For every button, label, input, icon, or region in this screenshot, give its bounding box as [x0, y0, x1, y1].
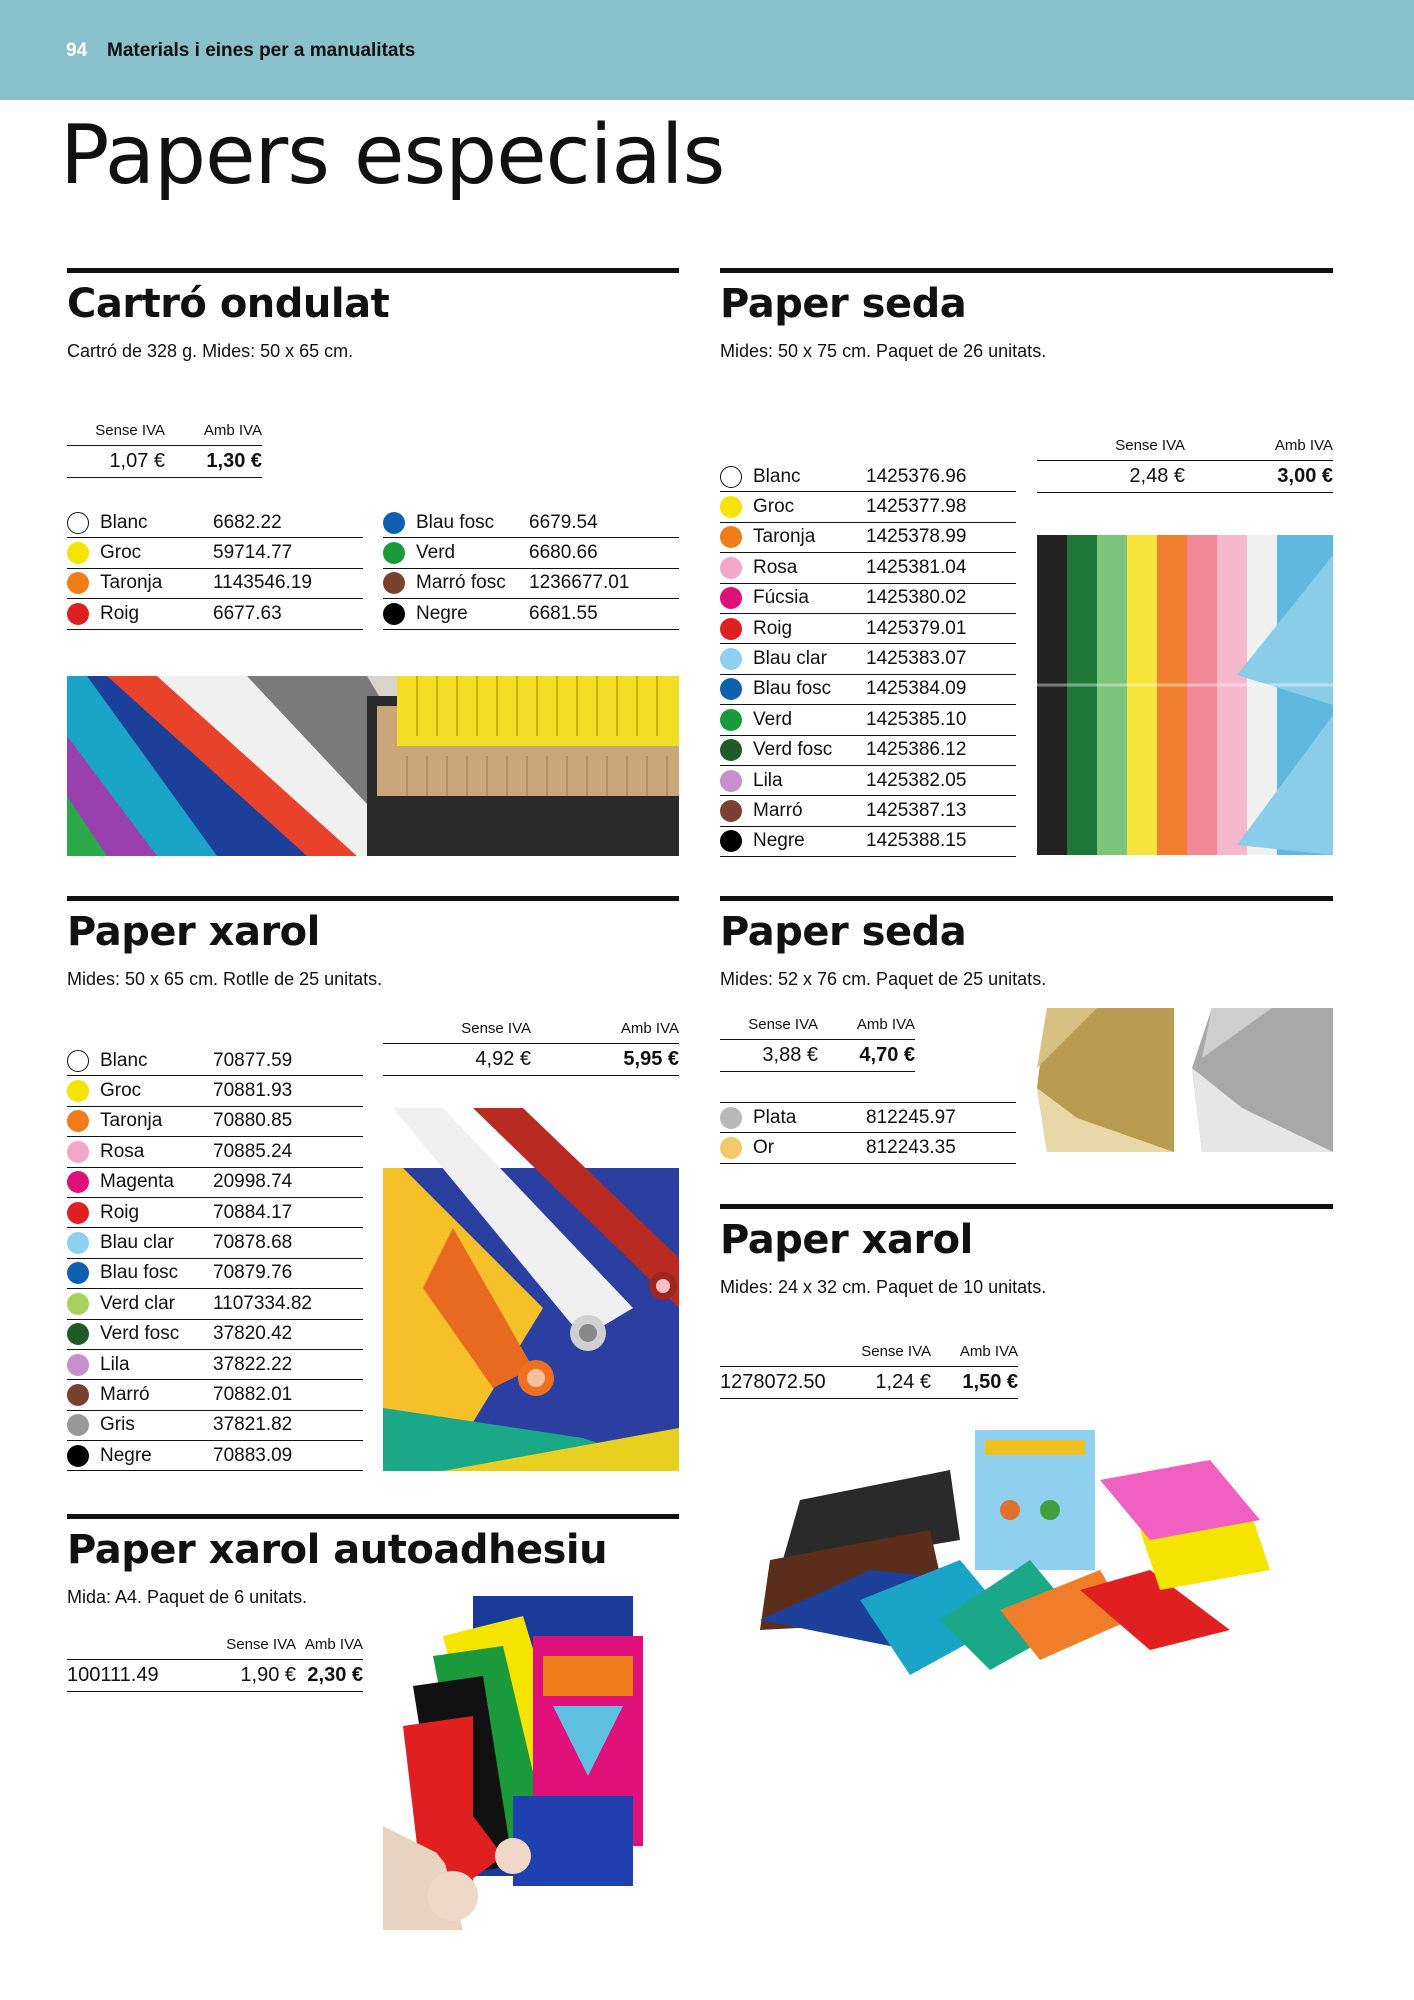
color-row [720, 462, 1016, 492]
color-name: Rosa [100, 1140, 145, 1162]
product-photo-corrugated-cardboard [67, 676, 679, 856]
color-swatch [67, 1110, 89, 1132]
price-label-with-vat: Amb IVA [620, 1020, 679, 1037]
color-row [720, 766, 1016, 796]
color-name: Marró [100, 1383, 150, 1405]
price-label-with-vat: Amb IVA [304, 1636, 363, 1653]
color-name: Magenta [100, 1171, 174, 1193]
color-row [720, 705, 1016, 735]
color-row [383, 599, 679, 629]
price-without-vat: 1,90 € [240, 1664, 296, 1686]
section-cartro-ondulat [67, 268, 679, 362]
color-row [383, 538, 679, 568]
product-code: 37822.22 [213, 1353, 293, 1375]
price-without-vat: 1,07 € [109, 450, 165, 472]
product-photo-tissue-paper [1037, 525, 1333, 855]
color-row [720, 584, 1016, 614]
color-row [67, 599, 363, 629]
page-title: Papers especials [60, 108, 725, 203]
product-code: 6681.55 [529, 602, 598, 624]
color-swatch [67, 1293, 89, 1315]
product-code: 6677.63 [213, 602, 282, 624]
product-code: 70882.01 [213, 1383, 293, 1405]
price-label-without-vat: Sense IVA [461, 1020, 531, 1037]
color-name: Blau clar [100, 1232, 174, 1254]
product-code: 1425380.02 [866, 587, 967, 609]
product-code: 37820.42 [213, 1323, 293, 1345]
price-label-without-vat: Sense IVA [861, 1343, 931, 1360]
color-row [67, 1441, 363, 1471]
price-label-without-vat: Sense IVA [1115, 437, 1185, 454]
color-name: Taronja [753, 526, 816, 548]
color-row [67, 1046, 363, 1076]
product-code: 70878.68 [213, 1232, 293, 1254]
product-code: 20998.74 [213, 1171, 293, 1193]
product-code: 1107334.82 [213, 1292, 312, 1314]
price-box [67, 1636, 363, 1692]
price-box [720, 1016, 915, 1072]
color-swatch [720, 709, 742, 731]
color-swatch [67, 1384, 89, 1406]
product-code: 1425385.10 [866, 708, 967, 730]
color-row [67, 1168, 363, 1198]
color-row [67, 1320, 363, 1350]
color-swatch [720, 678, 742, 700]
color-swatch [67, 1171, 89, 1193]
product-code: 70883.09 [213, 1444, 293, 1466]
color-row [720, 492, 1016, 522]
color-row [67, 569, 363, 599]
color-row [383, 508, 679, 538]
price-without-vat: 4,92 € [475, 1048, 531, 1070]
color-table [67, 508, 363, 630]
section-description: Mida: A4. Paquet de 6 unitats. [67, 1587, 308, 1607]
color-row [720, 675, 1016, 705]
color-swatch [67, 1141, 89, 1163]
product-code: 70884.17 [213, 1201, 293, 1223]
color-row [67, 1259, 363, 1289]
price-label-with-vat: Amb IVA [1274, 437, 1333, 454]
color-swatch [383, 572, 405, 594]
product-photo-glossy-paper-rolls [383, 1108, 679, 1471]
price-with-vat: 3,00 € [1277, 465, 1333, 487]
color-row [67, 1228, 363, 1258]
price-box [720, 1343, 1018, 1399]
color-name: Roig [100, 602, 140, 624]
color-name: Verd fosc [100, 1323, 180, 1345]
color-swatch [67, 542, 89, 564]
color-name: Lila [753, 769, 783, 791]
product-photo-gold-tissue [1037, 1008, 1174, 1152]
color-name: Roig [100, 1201, 140, 1223]
color-name: Plata [753, 1106, 797, 1128]
header-bar [0, 0, 1414, 100]
section-description: Mides: 50 x 75 cm. Paquet de 26 unitats. [720, 341, 1047, 361]
color-name: Blanc [100, 1049, 148, 1071]
section-title: Paper seda [720, 281, 967, 327]
product-photo-glossy-paper-pack [750, 1420, 1310, 1690]
product-code: 812243.35 [866, 1137, 956, 1159]
price-with-vat: 1,30 € [206, 450, 262, 472]
product-code: 70879.76 [213, 1262, 293, 1284]
color-swatch [383, 512, 405, 534]
product-code: 1425377.98 [866, 496, 967, 518]
color-swatch [67, 572, 89, 594]
price-without-vat: 1,24 € [875, 1371, 931, 1393]
color-row [720, 796, 1016, 826]
product-code: 1425376.96 [866, 465, 967, 487]
color-name: Blau fosc [100, 1262, 179, 1284]
color-name: Negre [416, 602, 468, 624]
product-code: 1425388.15 [866, 830, 967, 852]
color-row [720, 523, 1016, 553]
section-description: Mides: 52 x 76 cm. Paquet de 25 unitats. [720, 969, 1047, 989]
color-swatch [67, 1080, 89, 1102]
color-swatch [67, 1232, 89, 1254]
section-title: Paper xarol [67, 909, 320, 955]
color-swatch [67, 1354, 89, 1376]
color-name: Verd [416, 542, 456, 564]
color-swatch [720, 618, 742, 640]
color-swatch [67, 1050, 89, 1072]
color-swatch [720, 800, 742, 822]
color-name: Taronja [100, 572, 163, 594]
color-row [720, 553, 1016, 583]
section-paper-seda [720, 268, 1333, 362]
product-code: 1425387.13 [866, 799, 967, 821]
product-code: 6680.66 [529, 542, 598, 564]
color-name: Taronja [100, 1110, 163, 1132]
section-title: Paper xarol [720, 1217, 973, 1263]
color-swatch [720, 1137, 742, 1159]
section-paper-xarol-small [720, 1204, 1333, 1298]
color-row [67, 1198, 363, 1228]
product-code: 1425384.09 [866, 678, 967, 700]
price-box [383, 1020, 679, 1076]
color-table [720, 462, 1016, 857]
product-code: 1425386.12 [866, 739, 967, 761]
color-name: Or [753, 1137, 775, 1159]
section-description: Cartró de 328 g. Mides: 50 x 65 cm. [67, 341, 354, 361]
color-name: Blau fosc [416, 511, 495, 533]
color-swatch [67, 1414, 89, 1436]
product-code: 1425378.99 [866, 526, 967, 548]
color-name: Verd clar [100, 1292, 175, 1314]
product-code: 70877.59 [213, 1049, 293, 1071]
section-paper-seda-metallic [720, 896, 1333, 990]
product-code: 70885.24 [213, 1140, 293, 1162]
product-code: 6679.54 [529, 511, 598, 533]
section-title: Paper seda [720, 909, 967, 955]
color-name: Blanc [753, 465, 801, 487]
color-swatch [67, 1323, 89, 1345]
color-name: Negre [100, 1444, 152, 1466]
color-name: Roig [753, 617, 793, 639]
color-row [67, 508, 363, 538]
color-row [67, 538, 363, 568]
price-label-without-vat: Sense IVA [226, 1636, 296, 1653]
color-name: Gris [100, 1414, 135, 1436]
product-photo-self-adhesive-paper [383, 1596, 679, 1930]
color-row [720, 1103, 1016, 1133]
color-name: Verd [753, 708, 793, 730]
price-label-without-vat: Sense IVA [748, 1016, 818, 1033]
section-paper-xarol [67, 896, 679, 990]
color-row [720, 644, 1016, 674]
product-code: 1425383.07 [866, 648, 967, 670]
price-with-vat: 5,95 € [623, 1048, 679, 1070]
product-code: 812245.97 [866, 1106, 956, 1128]
price-without-vat: 3,88 € [762, 1044, 818, 1066]
section-paper-xarol-autoadhesiu [67, 1514, 679, 1608]
color-swatch [720, 557, 742, 579]
product-code: 1425381.04 [866, 556, 967, 578]
section-title: Paper xarol autoadhesiu [67, 1527, 608, 1573]
color-row [720, 1133, 1016, 1163]
color-swatch [720, 830, 742, 852]
color-row [720, 614, 1016, 644]
price-without-vat: 2,48 € [1129, 465, 1185, 487]
color-row [720, 827, 1016, 857]
color-name: Lila [100, 1353, 130, 1375]
section-title: Materials i eines per a manualitats [107, 40, 416, 61]
color-swatch [720, 739, 742, 761]
color-name: Blau clar [753, 648, 827, 670]
color-name: Negre [753, 830, 805, 852]
product-code: 59714.77 [213, 542, 293, 564]
color-swatch [67, 603, 89, 625]
product-code: 37821.82 [213, 1414, 293, 1436]
product-code: 1425379.01 [866, 617, 967, 639]
color-name: Groc [100, 542, 142, 564]
section-title: Cartró ondulat [67, 281, 390, 327]
color-row [67, 1380, 363, 1410]
price-box [1037, 437, 1333, 493]
color-swatch [383, 542, 405, 564]
color-swatch [67, 1445, 89, 1467]
color-swatch [67, 512, 89, 534]
price-label-with-vat: Amb IVA [959, 1343, 1018, 1360]
color-swatch [67, 1262, 89, 1284]
section-description: Mides: 50 x 65 cm. Rotlle de 25 unitats. [67, 969, 383, 989]
color-row [67, 1107, 363, 1137]
price-with-vat: 4,70 € [859, 1044, 915, 1066]
color-table [383, 508, 679, 630]
product-code: 70881.93 [213, 1080, 293, 1102]
color-swatch [720, 1107, 742, 1129]
color-row [67, 1137, 363, 1167]
color-table [67, 1046, 363, 1471]
color-swatch [67, 1202, 89, 1224]
color-name: Marró fosc [416, 572, 506, 594]
product-reference: 1278072.50 [720, 1371, 826, 1393]
color-name: Groc [100, 1080, 142, 1102]
color-row [67, 1289, 363, 1319]
color-swatch [720, 526, 742, 548]
color-swatch [383, 603, 405, 625]
color-table [720, 1102, 1016, 1164]
page-number: 94 [66, 40, 88, 61]
color-name: Fúcsia [753, 587, 809, 609]
color-swatch [720, 587, 742, 609]
color-row [383, 569, 679, 599]
color-swatch [720, 648, 742, 670]
color-row [67, 1076, 363, 1106]
color-swatch [720, 466, 742, 488]
product-code: 1236677.01 [529, 572, 630, 594]
product-code: 1143546.19 [213, 572, 312, 594]
product-code: 1425382.05 [866, 769, 967, 791]
section-description: Mides: 24 x 32 cm. Paquet de 10 unitats. [720, 1277, 1047, 1297]
product-code: 6682.22 [213, 511, 282, 533]
product-photo-silver-tissue [1192, 1008, 1333, 1152]
color-name: Rosa [753, 556, 798, 578]
color-swatch [720, 770, 742, 792]
price-label-without-vat: Sense IVA [95, 422, 165, 439]
color-name: Marró [753, 799, 803, 821]
color-name: Blanc [100, 511, 148, 533]
color-name: Groc [753, 496, 795, 518]
price-label-with-vat: Amb IVA [856, 1016, 915, 1033]
price-with-vat: 2,30 € [307, 1664, 363, 1686]
color-row [67, 1411, 363, 1441]
product-reference: 100111.49 [67, 1664, 159, 1686]
color-name: Verd fosc [753, 739, 833, 761]
color-name: Blau fosc [753, 678, 832, 700]
price-label-with-vat: Amb IVA [203, 422, 262, 439]
price-box [67, 422, 262, 478]
color-row [67, 1350, 363, 1380]
color-row [720, 736, 1016, 766]
product-code: 70880.85 [213, 1110, 293, 1132]
color-swatch [720, 496, 742, 518]
price-with-vat: 1,50 € [962, 1371, 1018, 1393]
